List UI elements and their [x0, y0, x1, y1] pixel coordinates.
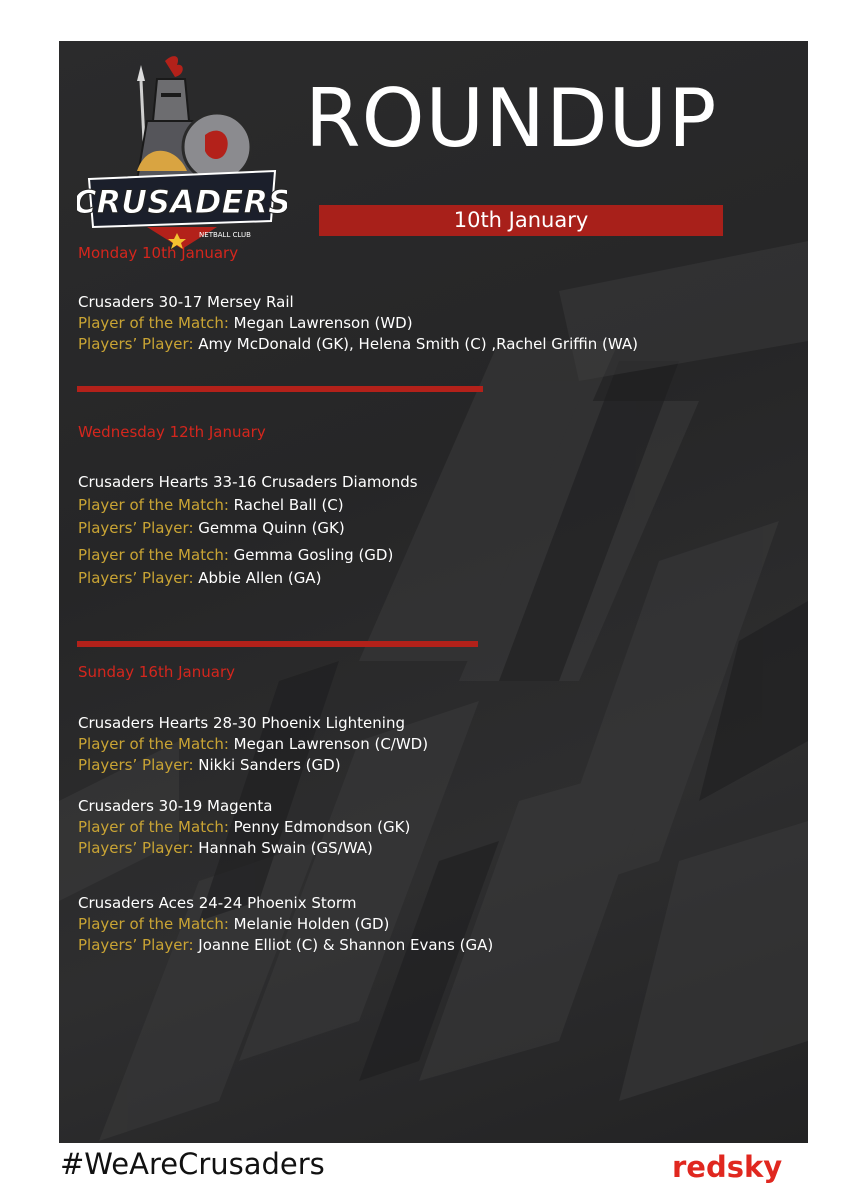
match-result: Crusaders Hearts 28-30 Phoenix Lightening — [78, 714, 405, 732]
day-heading: Monday 10th January — [78, 244, 239, 262]
award-label: Player of the Match: — [78, 735, 229, 753]
award-label: Players’ Player: — [78, 756, 194, 774]
hashtag: #WeAreCrusaders — [60, 1147, 325, 1181]
award-value: Penny Edmondson (GK) — [228, 818, 411, 836]
award-value: Amy McDonald (GK), Helena Smith (C) ,Rachel Griffin (WA) — [193, 335, 639, 353]
match-result: Crusaders Aces 24-24 Phoenix Storm — [78, 894, 357, 912]
award-value: Melanie Holden (GD) — [228, 915, 390, 933]
award-label: Players’ Player: — [78, 335, 194, 353]
award-value: Gemma Gosling (GD) — [228, 546, 394, 564]
award-line — [78, 495, 778, 516]
award-value: Joanne Elliot (C) & Shannon Evans (GA) — [193, 936, 494, 954]
award-value: Nikki Sanders (GD) — [193, 756, 341, 774]
award-value: Rachel Ball (C) — [228, 496, 344, 514]
award-value: Megan Lawrenson (C/WD) — [228, 735, 429, 753]
sponsor-logo: redsky — [672, 1150, 783, 1184]
day-heading: Wednesday 12th January — [78, 423, 266, 441]
crusaders-knight-logo-icon — [77, 51, 287, 251]
award-label: Player of the Match: — [78, 546, 229, 564]
award-line — [78, 568, 778, 589]
match-result: Crusaders 30-19 Magenta — [78, 797, 273, 815]
page-title: ROUNDUP — [305, 72, 718, 165]
award-value: Hannah Swain (GS/WA) — [193, 839, 373, 857]
match-block — [78, 292, 778, 355]
section-divider — [77, 641, 478, 647]
match-block — [78, 796, 778, 859]
section-divider — [77, 386, 483, 392]
match-result: Crusaders 30-17 Mersey Rail — [78, 293, 294, 311]
award-line — [78, 734, 778, 755]
award-value: Abbie Allen (GA) — [193, 569, 322, 587]
award-label: Player of the Match: — [78, 818, 229, 836]
award-line — [78, 518, 778, 539]
crusaders-logo — [77, 51, 287, 251]
award-label: Players’ Player: — [78, 839, 194, 857]
roundup-poster — [59, 41, 808, 1143]
match-result: Crusaders Hearts 33-16 Crusaders Diamonds — [78, 473, 418, 491]
match-block — [78, 893, 778, 956]
match-block — [78, 472, 778, 589]
date-banner: 10th January — [319, 205, 723, 236]
award-line — [78, 914, 778, 935]
award-line — [78, 334, 778, 355]
logo-text: CRUSADERS — [77, 183, 287, 221]
award-label: Players’ Player: — [78, 519, 194, 537]
award-line — [78, 313, 778, 334]
award-line — [78, 838, 778, 859]
logo-subtext: NETBALL CLUB — [199, 231, 251, 239]
award-label: Players’ Player: — [78, 569, 194, 587]
award-label: Player of the Match: — [78, 314, 229, 332]
match-block — [78, 713, 778, 776]
award-value: Gemma Quinn (GK) — [193, 519, 345, 537]
day-heading: Sunday 16th January — [78, 663, 236, 681]
award-value: Megan Lawrenson (WD) — [228, 314, 413, 332]
award-label: Player of the Match: — [78, 915, 229, 933]
award-line — [78, 755, 778, 776]
award-label: Player of the Match: — [78, 496, 229, 514]
award-line — [78, 817, 778, 838]
award-line — [78, 545, 778, 566]
award-label: Players’ Player: — [78, 936, 194, 954]
award-line — [78, 935, 778, 956]
